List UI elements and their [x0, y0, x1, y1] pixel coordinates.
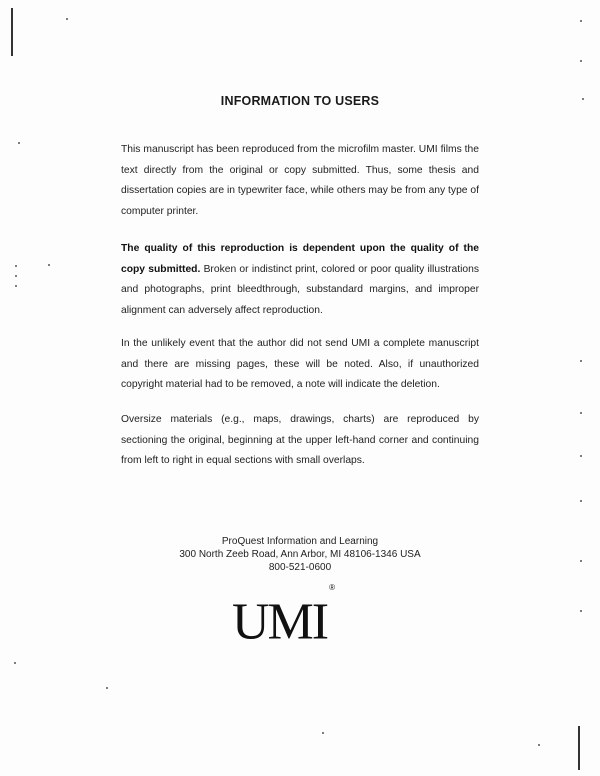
publisher-street: 300 North Zeeb Road, Ann Arbor, MI 48106-1346 USA [179, 549, 421, 560]
scan-speck [15, 265, 17, 267]
publisher-address [0, 535, 600, 574]
scan-speck [580, 500, 582, 502]
scan-speck [48, 264, 50, 266]
paragraph-missing-pages: In the unlikely event that the author did not send UMI a complete manuscript and there are missing pages, these will be noted. Also, if unauthorized copyright material had to be removed, a note will indicate the deletion. [121, 338, 479, 390]
scan-speck [580, 455, 582, 457]
scan-speck [580, 20, 582, 22]
scan-speck [18, 142, 20, 144]
umi-logo [232, 583, 336, 651]
umi-logo-text: UMI [232, 593, 328, 651]
scan-edge-line-left [11, 8, 13, 56]
paragraph-oversize-materials: Oversize materials (e.g., maps, drawings, charts) are reproduced by sectioning the original, beginning at the upper left-hand corner and continuing from left to right in equal sections with small overlaps. [121, 414, 479, 466]
scan-speck [580, 60, 582, 62]
publisher-phone: 800-521-0600 [268, 562, 332, 573]
scan-speck [15, 275, 17, 277]
scan-speck [538, 744, 540, 746]
paragraph-quality-lead: The quality of this reproduction is dependent upon the quality of the copy submitted. [121, 243, 479, 275]
page-title: INFORMATION TO USERS [220, 94, 380, 108]
publisher-name: ProQuest Information and Learning [221, 536, 379, 547]
scan-edge-line-right [578, 726, 580, 770]
scan-speck [14, 662, 16, 664]
paragraph-quality-notice [121, 239, 479, 321]
paragraph-quality-body: Broken or indistinct print, colored or poor quality illustrations and photographs, print bleedthrough, substandard margins, and improper alignment can adversely affect reproduction. [121, 263, 479, 316]
scan-speck [106, 687, 108, 689]
scan-speck [580, 360, 582, 362]
scan-speck [580, 610, 582, 612]
scan-speck [580, 412, 582, 414]
scan-speck [15, 285, 17, 287]
scan-speck [66, 18, 68, 20]
registered-mark: ® [329, 583, 336, 592]
scan-speck [322, 732, 324, 734]
paragraph-reproduction-method: This manuscript has been reproduced from the microfilm master. UMI films the text directly from the original or copy submitted. Thus, some thesis and dissertation copies are in typewriter face, while others may be from any type of computer printer. [121, 144, 479, 217]
